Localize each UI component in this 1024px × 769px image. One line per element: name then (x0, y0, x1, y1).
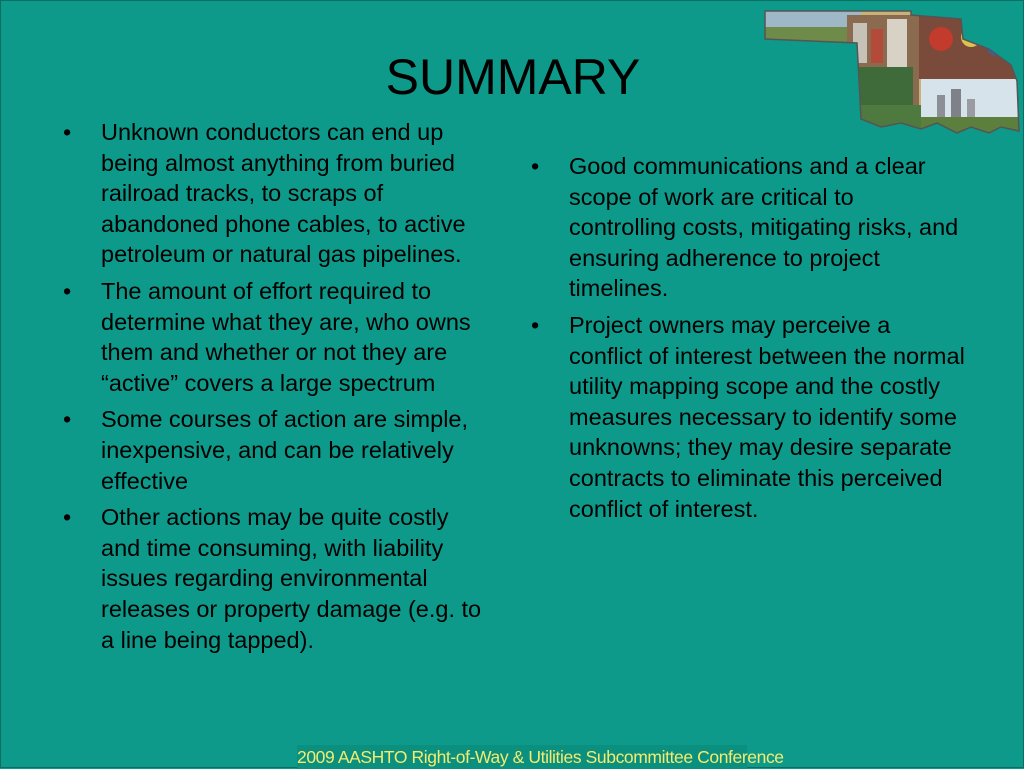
bullet-icon: • (531, 153, 540, 179)
bullet-icon: • (63, 119, 72, 145)
right-bullet-list (531, 151, 967, 530)
bullet-icon: • (63, 406, 72, 433)
list-item (63, 276, 493, 398)
list-item-text: Unknown conductors can end up being almost anything from buried railroad tracks, to scraps of abandoned phone cables, to active petroleum or natural gas pipelines. (101, 119, 466, 268)
list-item (63, 117, 493, 270)
list-item (531, 310, 967, 524)
list-item (531, 151, 967, 304)
list-item-text: Some courses of action are simple, inexpensive, and can be relatively effective (101, 406, 469, 494)
list-item (63, 502, 493, 655)
list-item-text: Project owners may perceive a conflict of interest between the normal utility mapping scope and the costly measures necessary to identify some unknowns; they may desire separate contracts to eliminate this perceived conflict of interest. (569, 311, 965, 522)
bullet-icon: • (63, 504, 72, 531)
list-item-text: Good communications and a clear scope of work are critical to controlling costs, mitigating risks, and ensuring adherence to project timelines. (569, 153, 959, 302)
bullet-icon: • (63, 277, 72, 304)
bullet-icon: • (531, 311, 540, 338)
footer-banner (297, 745, 784, 769)
slide-title: SUMMARY (385, 49, 641, 105)
oklahoma-photo-collage (761, 9, 1023, 139)
list-item-text: Other actions may be quite costly and time consuming, with liability issues regarding environmental releases or property damage (e.g. to a line being tapped). (101, 504, 482, 653)
list-item (63, 404, 493, 496)
list-item-text: The amount of effort required to determine what they are, who owns them and whether or not they are “active” covers a large spectrum (101, 277, 471, 396)
left-bullet-list (63, 117, 493, 661)
footer-text: 2009 AASHTO Right-of-Way & Utilities Subcommittee Conference (297, 747, 784, 767)
